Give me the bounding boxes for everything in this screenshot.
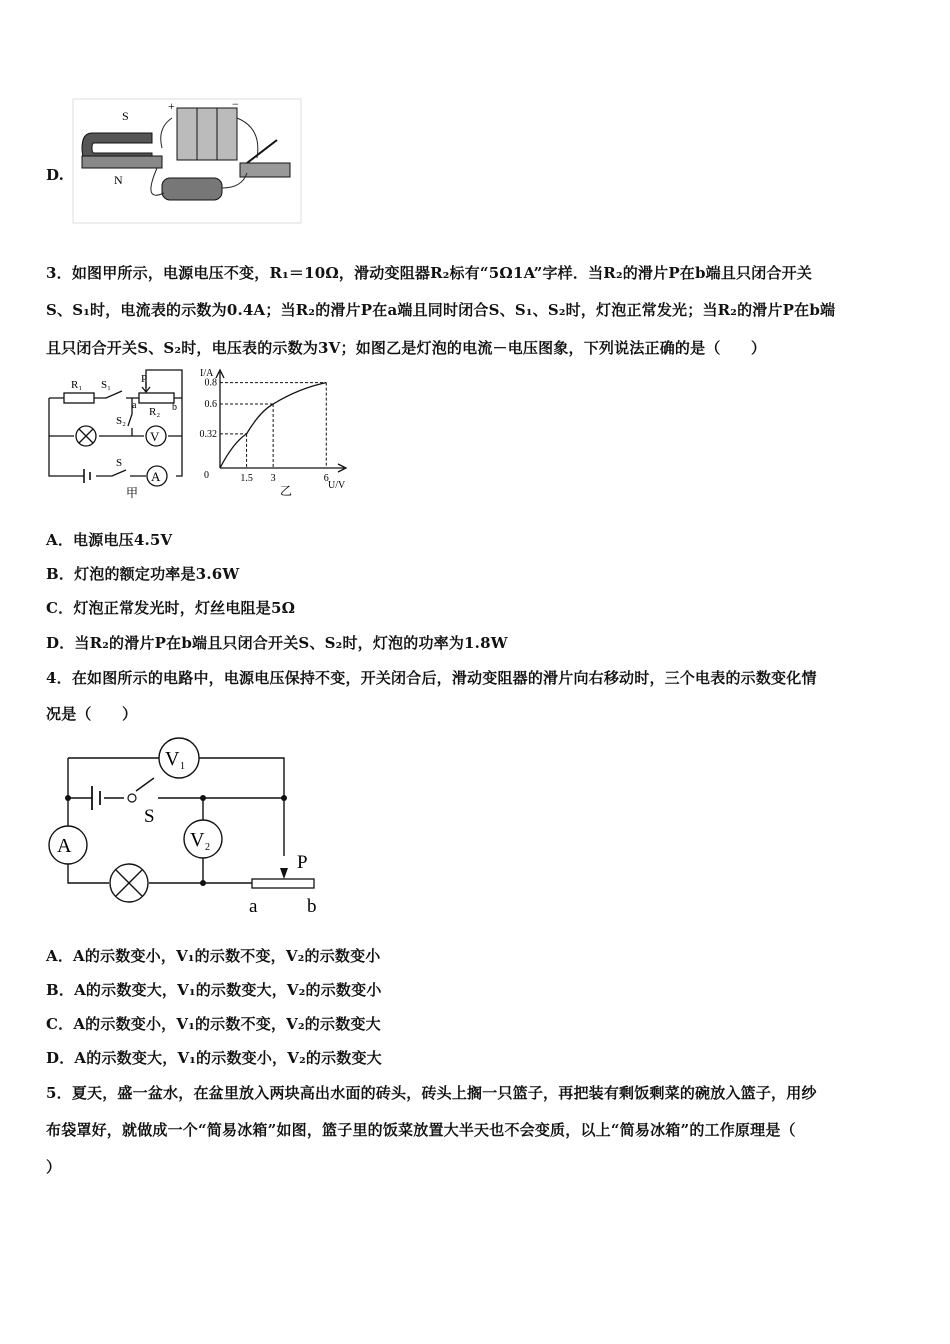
ytick-label: 0.32	[199, 428, 217, 440]
p-label: P	[297, 852, 308, 873]
b-label: b	[307, 896, 317, 917]
v1-subscript: 1	[180, 761, 185, 772]
chart-guides	[220, 383, 326, 468]
q4-circuit	[44, 736, 334, 921]
s-pole-label: S	[122, 109, 129, 123]
plus-label: +	[168, 99, 175, 113]
slider-arrow-icon	[280, 868, 288, 879]
r1-label: R₁	[71, 379, 83, 391]
q4-option-c: C．A的示数变小，V₁的示数不变，V₂的示数变大	[46, 1015, 381, 1033]
p-label: P	[141, 373, 148, 385]
a-label: a	[132, 400, 137, 411]
ammeter-label: A	[151, 469, 161, 484]
knife-switch-icon	[240, 163, 290, 177]
v2-label: V	[190, 829, 205, 851]
q3-option-c: C．灯泡正常发光时，灯丝电阻是5Ω	[46, 599, 296, 617]
q3-stem-line1: 3．如图甲所示，电源电压不变，R₁＝10Ω，滑动变阻器R₂标有“5Ω1A”字样．当R₂的滑片P在b端且只闭合开关	[46, 264, 813, 282]
s2-label: S₂	[116, 415, 126, 427]
q4-stem-line2: 况是（ ）	[46, 705, 138, 723]
q3-option-d: D．当R₂的滑片P在b端且只闭合开关S、S₂时，灯泡的功率为1.8W	[46, 634, 508, 652]
ytick-label: 0.6	[204, 399, 217, 410]
q3-circuit-jia	[44, 366, 189, 506]
xtick-label: 1.5	[240, 473, 253, 484]
q5-stem-line3: ）	[46, 1158, 62, 1176]
q3-option-b: B．灯泡的额定功率是3.6W	[46, 565, 240, 583]
v1-label: V	[165, 748, 180, 770]
q3-option-a: A．电源电压4.5V	[46, 531, 173, 549]
chart-xticks	[240, 473, 328, 484]
q3-stem-line3: 且只闭合开关S、S₂时，电压表的示数为3V；如图乙是灯泡的电流－电压图象，下列说法正确的是（ ）	[46, 339, 767, 357]
x-axis-label: U/V	[328, 480, 346, 491]
q5-stem-line1: 5．夏天，盛一盆水，在盆里放入两块高出水面的砖头，砖头上搁一只篮子，再把装有剩饭剩菜的碗放入篮子，用纱	[46, 1084, 817, 1102]
q2-option-d-figure	[72, 98, 304, 226]
r1-resistor-icon	[64, 393, 94, 403]
q4-option-a: A．A的示数变小，V₁的示数不变，V₂的示数变小	[46, 947, 381, 965]
q5-stem-line2: 布袋罩好，就做成一个“简易冰箱”如图，篮子里的饭菜放置大半天也不会变质，以上“简易冰箱”的工作原理是（	[46, 1121, 796, 1139]
s-label: S	[116, 457, 123, 469]
rheostat-icon	[252, 879, 314, 888]
q4-option-d: D．A的示数变大，V₁的示数变小，V₂的示数变大	[46, 1049, 382, 1067]
r2-label: R₂	[149, 406, 161, 418]
switch-contact-icon	[128, 794, 136, 802]
chart-yticks	[200, 378, 218, 440]
s-label: S	[144, 806, 155, 827]
minus-label: −	[232, 98, 239, 111]
q2-option-d-label: D.	[46, 166, 65, 184]
voltmeter-label: V	[150, 429, 160, 444]
battery-icon	[84, 469, 90, 483]
jia-caption: 甲	[126, 486, 139, 500]
q3-stem-line2: S、S₁时，电流表的示数为0.4A；当R₂的滑片P在a端且同时闭合S、S₁、S₂时，灯泡正常发光；当R₂的滑片P在b端	[46, 301, 836, 319]
battery-icon	[177, 108, 237, 160]
v2-subscript: 2	[205, 842, 210, 853]
s1-label: S₁	[101, 379, 111, 391]
magnet-base-icon	[82, 156, 162, 168]
origin-label: 0	[204, 470, 209, 481]
xtick-label: 3	[270, 473, 276, 484]
ytick-label: 0.8	[204, 377, 217, 389]
y-axis-label: I/A	[200, 368, 214, 379]
a-label: a	[249, 896, 258, 917]
q3-iu-chart	[196, 366, 356, 506]
q4-option-b: B．A的示数变大，V₁的示数变大，V₂的示数变小	[46, 981, 382, 999]
q4-stem-line1: 4．在如图所示的电路中，电源电压保持不变，开关闭合后，滑动变阻器的滑片向右移动时，三个电表的示数变化情	[46, 669, 817, 687]
xtick-label: 6	[323, 473, 329, 484]
ammeter-label: A	[57, 835, 72, 857]
rheostat-icon	[162, 178, 222, 200]
b-label: b	[172, 402, 177, 413]
n-pole-label: N	[114, 173, 123, 187]
r2-rheostat-icon	[139, 393, 174, 403]
battery-icon	[92, 786, 100, 810]
yi-caption: 乙	[280, 484, 293, 498]
